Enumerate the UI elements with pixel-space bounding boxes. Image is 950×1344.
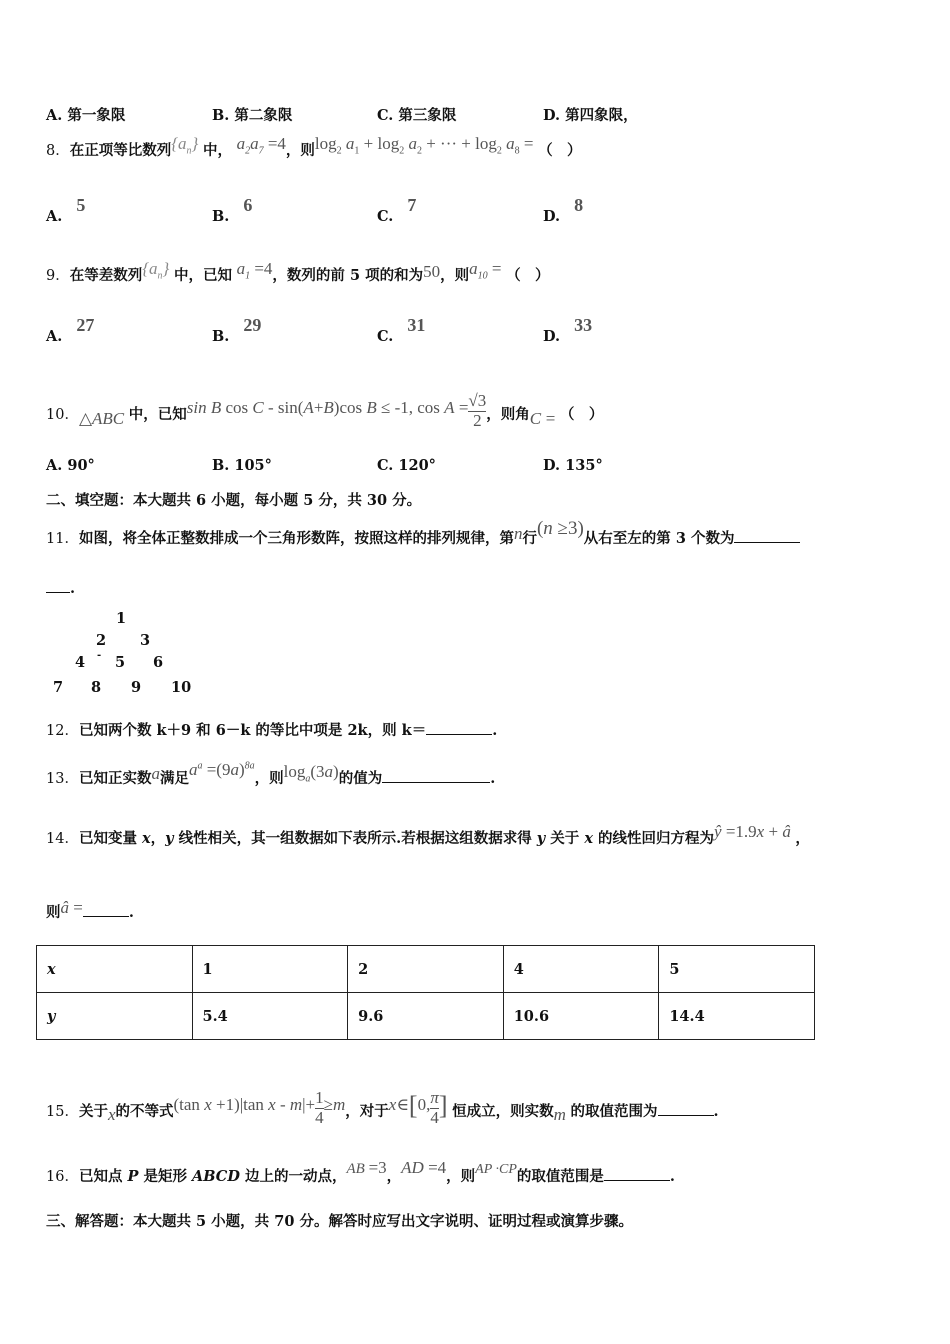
table-row bbox=[37, 993, 815, 1040]
question-15: 15．关于x的不等式(tan x +1)|tan x - m|+ $\frac{1}{4}$ ≥m，对于x∈[0, $\frac{\pi}{4}$ ] 恒成立，则实数m 的取值范围为 . bbox=[46, 1087, 719, 1127]
q8-option-a: A.5 bbox=[46, 195, 86, 225]
q10-option-b: B. 105° bbox=[212, 457, 272, 474]
question-12: 12．已知两个数 k＋9 和 6－k 的等比中项是 2k，则 k＝ . bbox=[46, 722, 498, 739]
question-11: 11．如图，将全体正整数排成一个三角形数阵，按照这样的排列规律，第n行(n ≥3)从右至左的第 3 个数为 bbox=[46, 527, 800, 550]
triangle-number: 2 bbox=[96, 632, 107, 649]
section-2-heading: 二、填空题：本大题共 6 小题，每小题 5 分，共 30 分。 bbox=[46, 492, 422, 509]
question-13: 13．已知正实数a满足$a^a =(9a)^{8a}$，则$\log_a(3a)$的值为 . bbox=[46, 760, 496, 787]
triangle-number: 10 bbox=[171, 679, 192, 696]
question-14-answer-line: 则â = . bbox=[46, 898, 134, 921]
triangle-mark: - bbox=[97, 650, 102, 661]
q9-option-b: B.29 bbox=[212, 315, 262, 345]
q7-option-c: C. 第三象限 bbox=[377, 107, 457, 124]
question-9: 9．在等差数列$\{a_n\}$ 中，已知 $a_1 =4$，数列的前 5 项的和为50，则$a_{10}$ = （ ） bbox=[46, 259, 550, 284]
q9-option-d: D.33 bbox=[543, 315, 593, 345]
table-cell: 5.4 bbox=[192, 993, 348, 1040]
triangle-number: 5 bbox=[115, 654, 126, 671]
question-10: 10．△ABC 中，已知sin B cos C - sin(A+B)cos B ≤ -1, cos A = $\frac{√3}{2}$ ，则角C = （ ） bbox=[46, 391, 604, 430]
q9-option-c: C.31 bbox=[377, 315, 426, 345]
q7-option-d: D. 第四象限， bbox=[543, 107, 638, 124]
table-cell: 14.4 bbox=[659, 993, 815, 1040]
question-16: 16．已知点 P 是矩形 ABCD 边上的一动点，AB =3，AD =4，则AP ·CP的取值范围是 . bbox=[46, 1158, 675, 1185]
table-cell: 1 bbox=[192, 946, 348, 993]
question-8: 8．在正项等比数列$\{a_n\}$ 中， $a_2a_7 =4$，则$\log_2 a_1 + \log_2 a_2$ + ··· + $\log_2 a_8$ = （ ） bbox=[46, 134, 582, 159]
triangle-number: 9 bbox=[131, 679, 142, 696]
triangle-number: 4 bbox=[75, 654, 86, 671]
q10-option-c: C. 120° bbox=[377, 457, 436, 474]
table-cell: 2 bbox=[348, 946, 504, 993]
table-cell: 10.6 bbox=[503, 993, 659, 1040]
table-cell: y bbox=[37, 993, 193, 1040]
question-11-blank-continuation: . bbox=[46, 580, 75, 598]
q7-option-a: A. 第一象限 bbox=[46, 107, 126, 124]
q8-option-b: B.6 bbox=[212, 195, 253, 225]
q10-option-d: D. 135° bbox=[543, 457, 603, 474]
question-14: 14．已知变量 x，y 线性相关，其一组数据如下表所示.若根据这组数据求得 y 关于 x 的线性回归方程为ŷ =1.9x + â ， bbox=[46, 822, 810, 847]
triangle-number: 3 bbox=[140, 632, 151, 649]
table-cell: 9.6 bbox=[348, 993, 504, 1040]
triangle-number: 7 bbox=[53, 679, 64, 696]
q8-option-c: C.7 bbox=[377, 195, 417, 225]
q8-option-d: D.8 bbox=[543, 195, 584, 225]
q10-option-a: A. 90° bbox=[46, 457, 95, 474]
triangle-number: 8 bbox=[91, 679, 102, 696]
q9-option-a: A.27 bbox=[46, 315, 95, 345]
data-table bbox=[36, 945, 815, 1040]
table-cell: x bbox=[37, 946, 193, 993]
section-3-heading: 三、解答题：本大题共 5 小题，共 70 分。解答时应写出文字说明、证明过程或演算步骤。 bbox=[46, 1213, 633, 1230]
table-cell: 4 bbox=[503, 946, 659, 993]
triangle-number: 1 bbox=[116, 610, 127, 627]
table-cell: 5 bbox=[659, 946, 815, 993]
triangle-number: 6 bbox=[153, 654, 164, 671]
q7-option-b: B. 第二象限 bbox=[212, 107, 293, 124]
table-row bbox=[37, 946, 815, 993]
